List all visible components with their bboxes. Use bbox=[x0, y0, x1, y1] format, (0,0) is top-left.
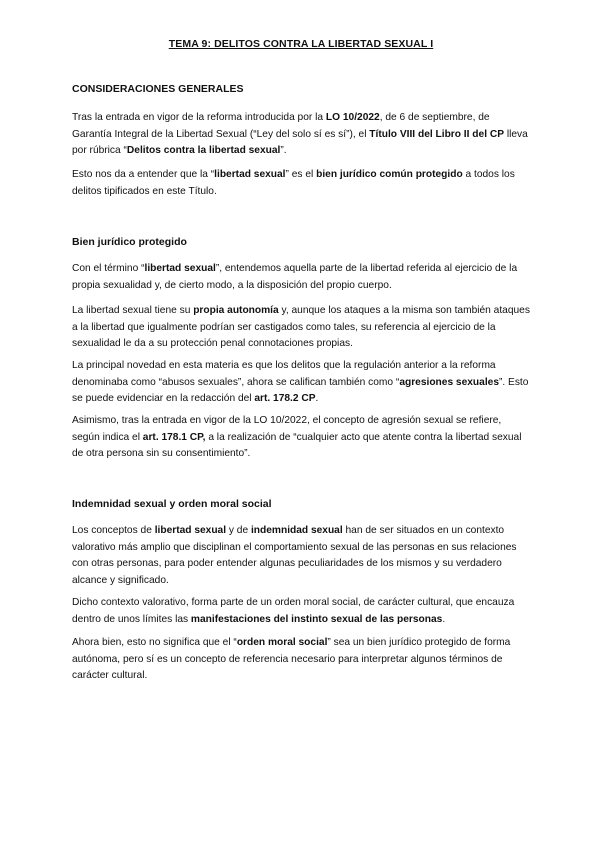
text-run: , de 6 de septiembre, de Garantía Integral de la Libertad Sexual (“Ley del solo sí es sí”), el bbox=[72, 112, 490, 140]
text-run: ” sea un bien jurídico protegido de forma autónoma, pero sí es un concepto de referencia necesario para interpretar algunos términos de carácter cultural. bbox=[72, 637, 511, 681]
text-run: han de ser situados en un contexto valorativo más amplio que disciplinan el comportamiento sexual de las personas en sus relaciones con otras personas, para poder entender algunas peculiaridades de los mismos y su verdadero alcance y significado. bbox=[72, 525, 517, 586]
section-heading-indemnidad: Indemnidad sexual y orden moral social bbox=[72, 498, 272, 510]
text-run: y de bbox=[226, 525, 251, 536]
paragraph bbox=[72, 261, 530, 294]
text-run: . bbox=[442, 613, 446, 625]
paragraph bbox=[72, 303, 530, 353]
paragraph bbox=[72, 413, 530, 463]
text-run: Dicho contexto valorativo, forma parte de un orden moral social, de carácter cultural, que encauza dentro de unos límites las bbox=[72, 597, 515, 625]
text-run: Con el término “ bbox=[72, 263, 145, 274]
text-run: ” es el bbox=[285, 169, 317, 180]
section-heading-consideraciones: CONSIDERACIONES GENERALES bbox=[72, 83, 244, 95]
paragraph bbox=[72, 595, 530, 628]
paragraph bbox=[72, 110, 530, 160]
text-run: a todos los delitos tipificados en este Título. bbox=[72, 169, 515, 197]
bold-text: libertad sexual bbox=[214, 169, 286, 180]
bold-text: Delitos contra la libertad sexual bbox=[126, 145, 281, 156]
paragraph bbox=[72, 523, 530, 589]
bold-text: libertad sexual bbox=[154, 525, 227, 536]
bold-text: bien jurídico común protegido bbox=[316, 169, 463, 180]
text-run: La principal novedad en esta materia es que los delitos que la regulación anterior a la reforma denominaba como “abusos sexuales”, ahora se califican también como “ bbox=[72, 360, 496, 388]
bold-text: propia autonomía bbox=[193, 305, 279, 316]
paragraph bbox=[72, 167, 530, 200]
bold-text: art. 178.1 CP, bbox=[142, 431, 206, 443]
text-run: La libertad sexual tiene su bbox=[72, 305, 194, 316]
text-run: lleva por rúbrica “ bbox=[72, 128, 528, 156]
text-run: Esto nos da a entender que la “ bbox=[72, 169, 215, 180]
bold-text: art. 178.2 CP bbox=[254, 393, 316, 404]
bold-text: manifestaciones del instinto sexual de las personas bbox=[190, 613, 443, 625]
bold-text: orden moral social bbox=[236, 637, 328, 648]
document-title: TEMA 9: DELITOS CONTRA LA LIBERTAD SEXUAL I bbox=[168, 38, 434, 50]
bold-text: Título VIII del Libro II del CP bbox=[369, 128, 505, 140]
text-run: . bbox=[315, 393, 319, 404]
text-run: Los conceptos de bbox=[72, 525, 155, 536]
bold-text: agresiones sexuales bbox=[399, 376, 499, 388]
text-run: y, aunque los ataques a la misma son también ataques a la libertad que igualmente podrían ser castigados como tales, su referencia al ejercicio de la sexualidad le da a su protección penal connotaciones propias. bbox=[72, 305, 530, 349]
text-run: ”, entendemos aquella parte de la libertad referida al ejercicio de la propia sexualidad y, de cierto modo, a la disposición del propio cuerpo. bbox=[72, 263, 518, 291]
text-run: Tras la entrada en vigor de la reforma introducida por la bbox=[72, 112, 326, 123]
text-run: Asimismo, tras la entrada en vigor de la LO 10/2022, el concepto de agresión sexual se refiere, según indica el bbox=[72, 415, 502, 443]
text-run: ”. bbox=[280, 145, 287, 156]
bold-text: libertad sexual bbox=[144, 263, 216, 274]
bold-text: indemnidad sexual bbox=[250, 525, 343, 536]
paragraph bbox=[72, 358, 530, 408]
text-run: ”. Esto se puede evidenciar en la redacción del bbox=[72, 376, 529, 404]
text-run: Ahora bien, esto no significa que el “ bbox=[72, 637, 237, 648]
paragraph bbox=[72, 635, 530, 685]
text-run: a la realización de “cualquier acto que atente contra la libertad sexual de otra persona sin su consentimiento”. bbox=[72, 431, 522, 459]
section-heading-bien-juridico: Bien jurídico protegido bbox=[72, 236, 187, 248]
bold-text: LO 10/2022 bbox=[325, 112, 380, 123]
